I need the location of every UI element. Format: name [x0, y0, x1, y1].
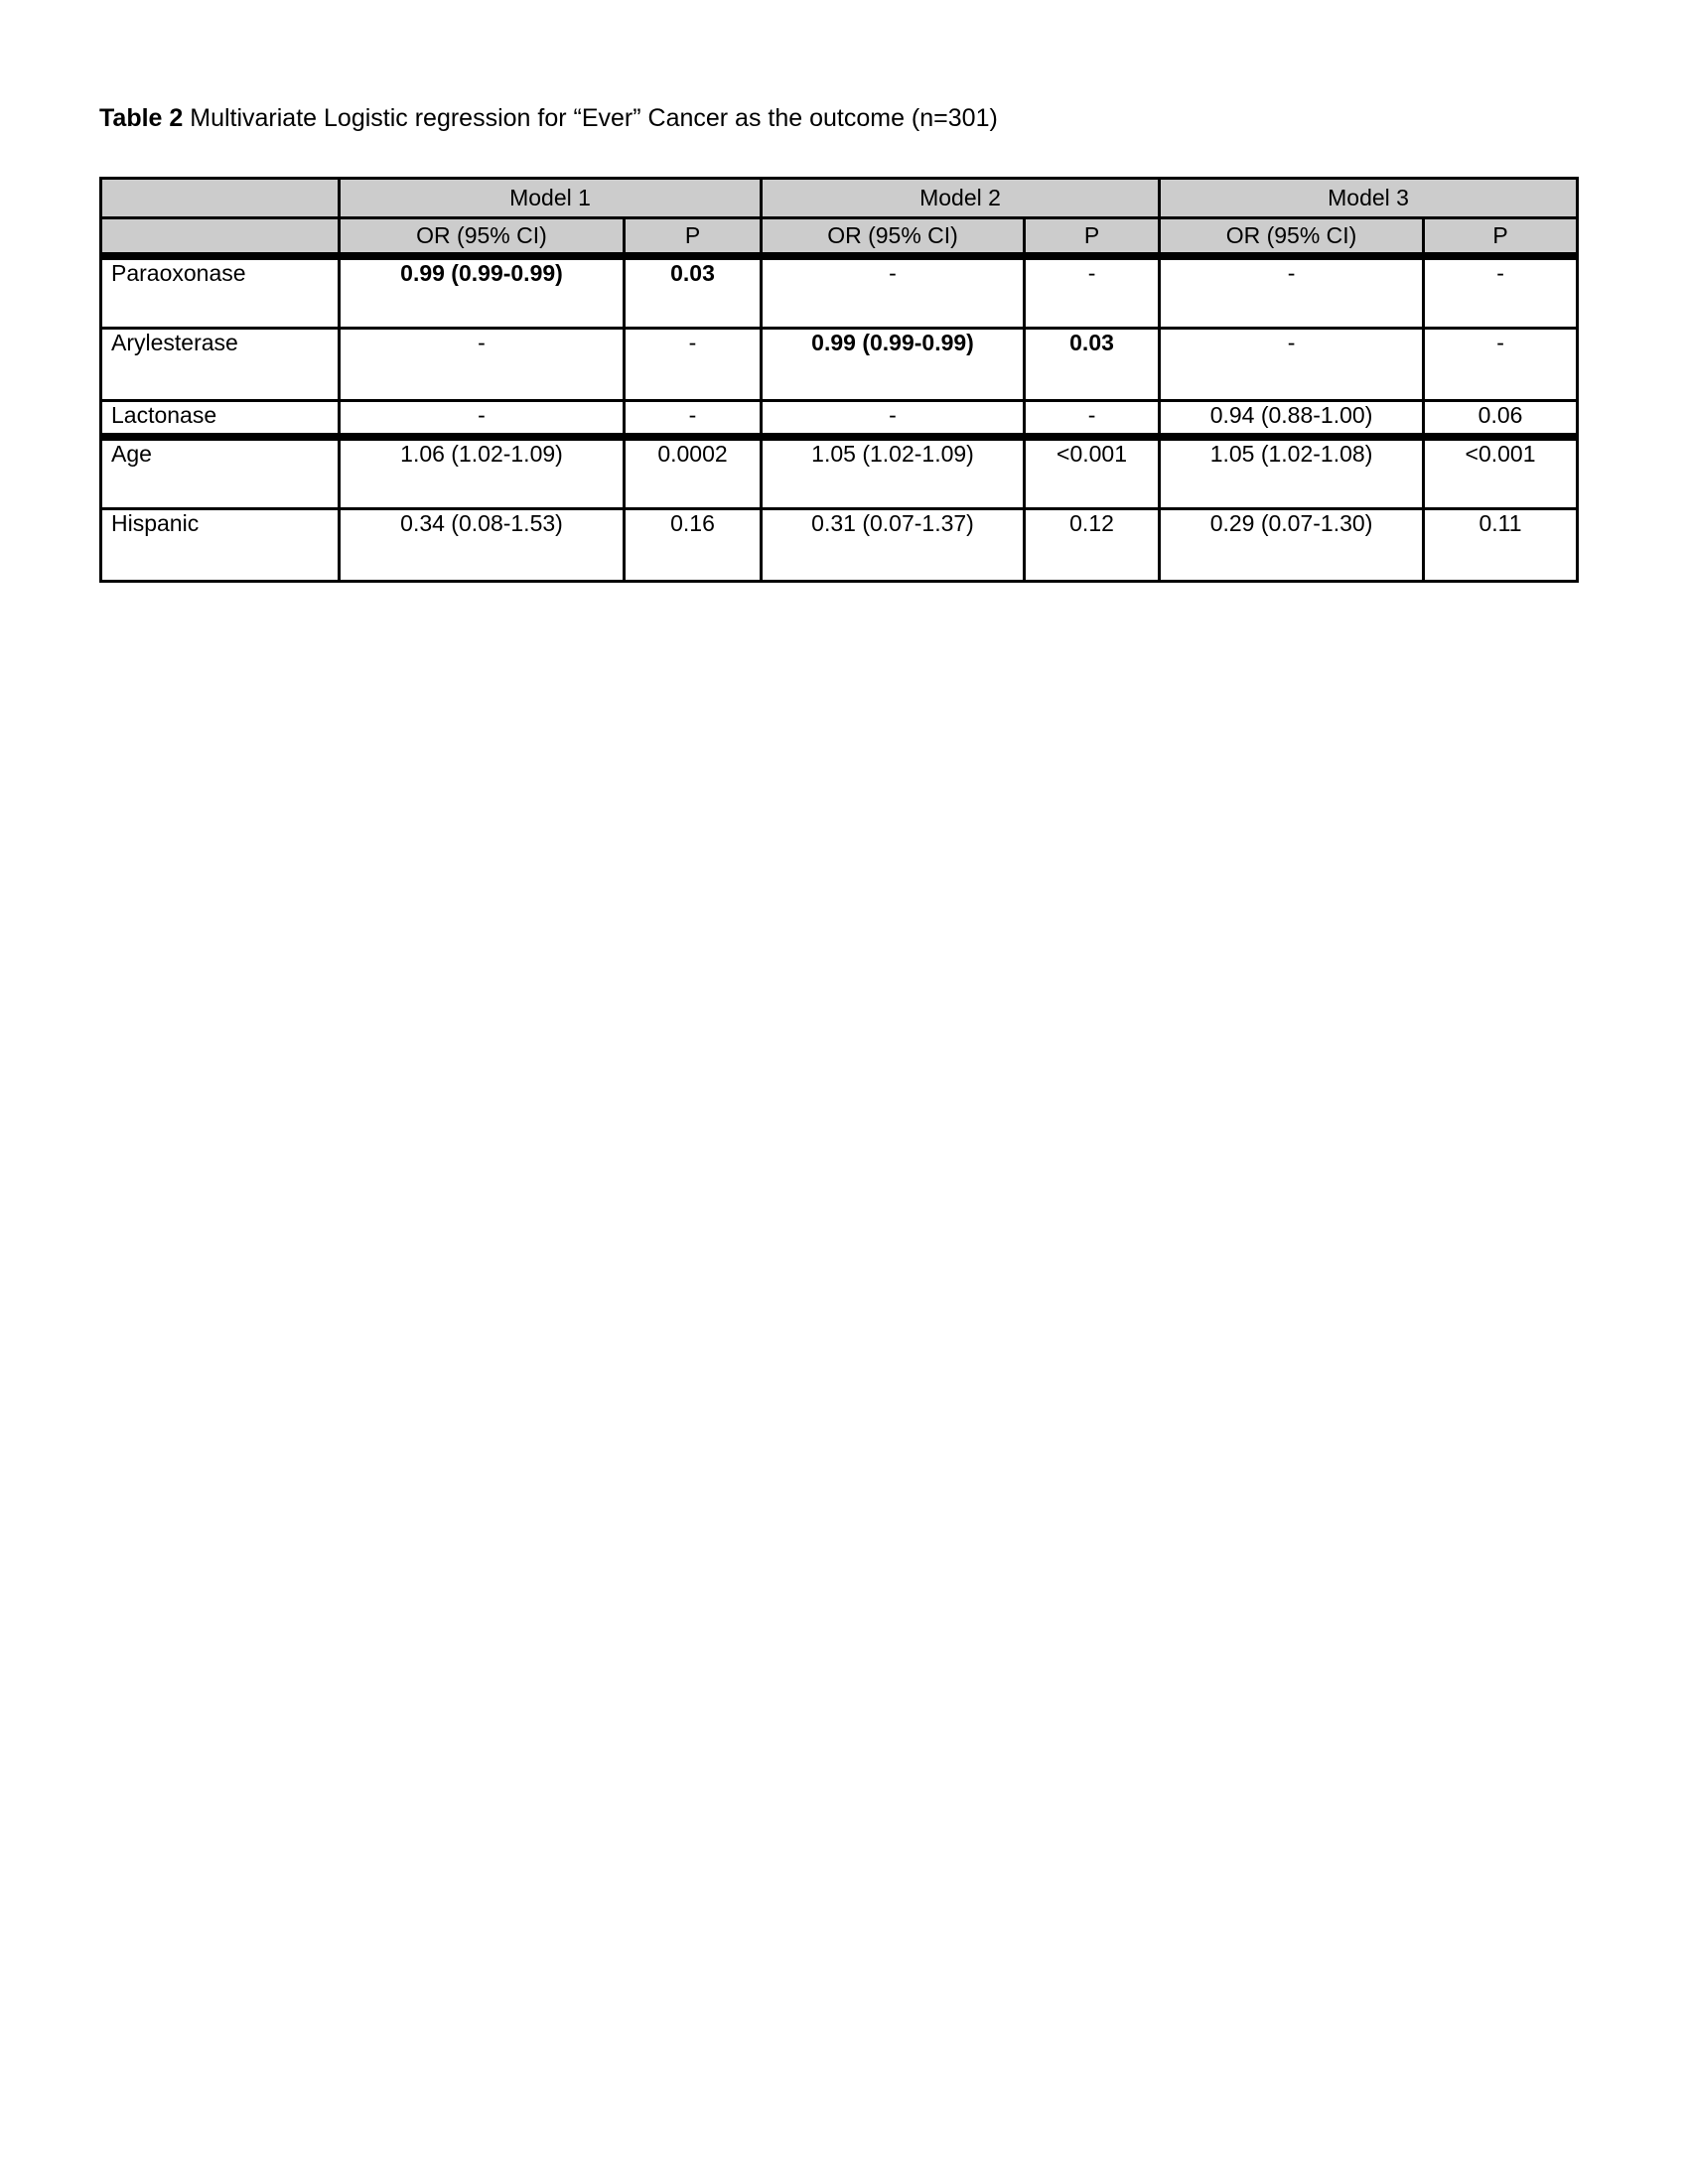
- cell: 0.03: [625, 256, 762, 329]
- row-arylesterase: [101, 329, 1578, 401]
- row-hispanic: [101, 509, 1578, 582]
- cell: -: [1160, 329, 1424, 401]
- cell: <0.001: [1424, 437, 1578, 509]
- row-label: Arylesterase: [101, 329, 340, 401]
- cell: -: [762, 256, 1025, 329]
- cell: -: [1025, 401, 1160, 437]
- header-p-2: P: [1025, 218, 1160, 256]
- model-header-row: [101, 179, 1578, 218]
- cell: -: [625, 401, 762, 437]
- cell: 1.05 (1.02-1.09): [762, 437, 1025, 509]
- cell: -: [1424, 329, 1578, 401]
- cell: -: [625, 329, 762, 401]
- row-label: Paraoxonase: [101, 256, 340, 329]
- cell: 0.99 (0.99-0.99): [340, 256, 625, 329]
- row-label: Age: [101, 437, 340, 509]
- row-label: Hispanic: [101, 509, 340, 582]
- cell: 0.11: [1424, 509, 1578, 582]
- cell: 0.99 (0.99-0.99): [762, 329, 1025, 401]
- cell: -: [1025, 256, 1160, 329]
- row-paraoxonase: [101, 256, 1578, 329]
- cell: -: [340, 401, 625, 437]
- table-caption-text: Multivariate Logistic regression for “Ever” Cancer as the outcome (n=301): [183, 104, 998, 132]
- header-model-1: Model 1: [340, 179, 762, 218]
- header-model-3: Model 3: [1160, 179, 1578, 218]
- cell: 0.34 (0.08-1.53): [340, 509, 625, 582]
- cell: 0.16: [625, 509, 762, 582]
- table-caption-number: Table 2: [99, 104, 184, 132]
- cell: -: [762, 401, 1025, 437]
- row-age: [101, 437, 1578, 509]
- cell: 0.06: [1424, 401, 1578, 437]
- cell: 1.05 (1.02-1.08): [1160, 437, 1424, 509]
- row-label: Lactonase: [101, 401, 340, 437]
- header-or-3: OR (95% CI): [1160, 218, 1424, 256]
- corner-cell-2: [101, 218, 340, 256]
- cell: 0.03: [1025, 329, 1160, 401]
- cell: -: [1160, 256, 1424, 329]
- cell: <0.001: [1025, 437, 1160, 509]
- regression-table: [99, 177, 1579, 583]
- header-p-3: P: [1424, 218, 1578, 256]
- corner-cell: [101, 179, 340, 218]
- cell: 0.12: [1025, 509, 1160, 582]
- table-caption: [99, 101, 998, 135]
- cell: 0.31 (0.07-1.37): [762, 509, 1025, 582]
- cell: -: [1424, 256, 1578, 329]
- cell: 0.94 (0.88-1.00): [1160, 401, 1424, 437]
- cell: -: [340, 329, 625, 401]
- row-lactonase: [101, 401, 1578, 437]
- cell: 0.0002: [625, 437, 762, 509]
- cell: 0.29 (0.07-1.30): [1160, 509, 1424, 582]
- header-or-1: OR (95% CI): [340, 218, 625, 256]
- cell: 1.06 (1.02-1.09): [340, 437, 625, 509]
- sub-header-row: [101, 218, 1578, 256]
- header-p-1: P: [625, 218, 762, 256]
- header-model-2: Model 2: [762, 179, 1160, 218]
- header-or-2: OR (95% CI): [762, 218, 1025, 256]
